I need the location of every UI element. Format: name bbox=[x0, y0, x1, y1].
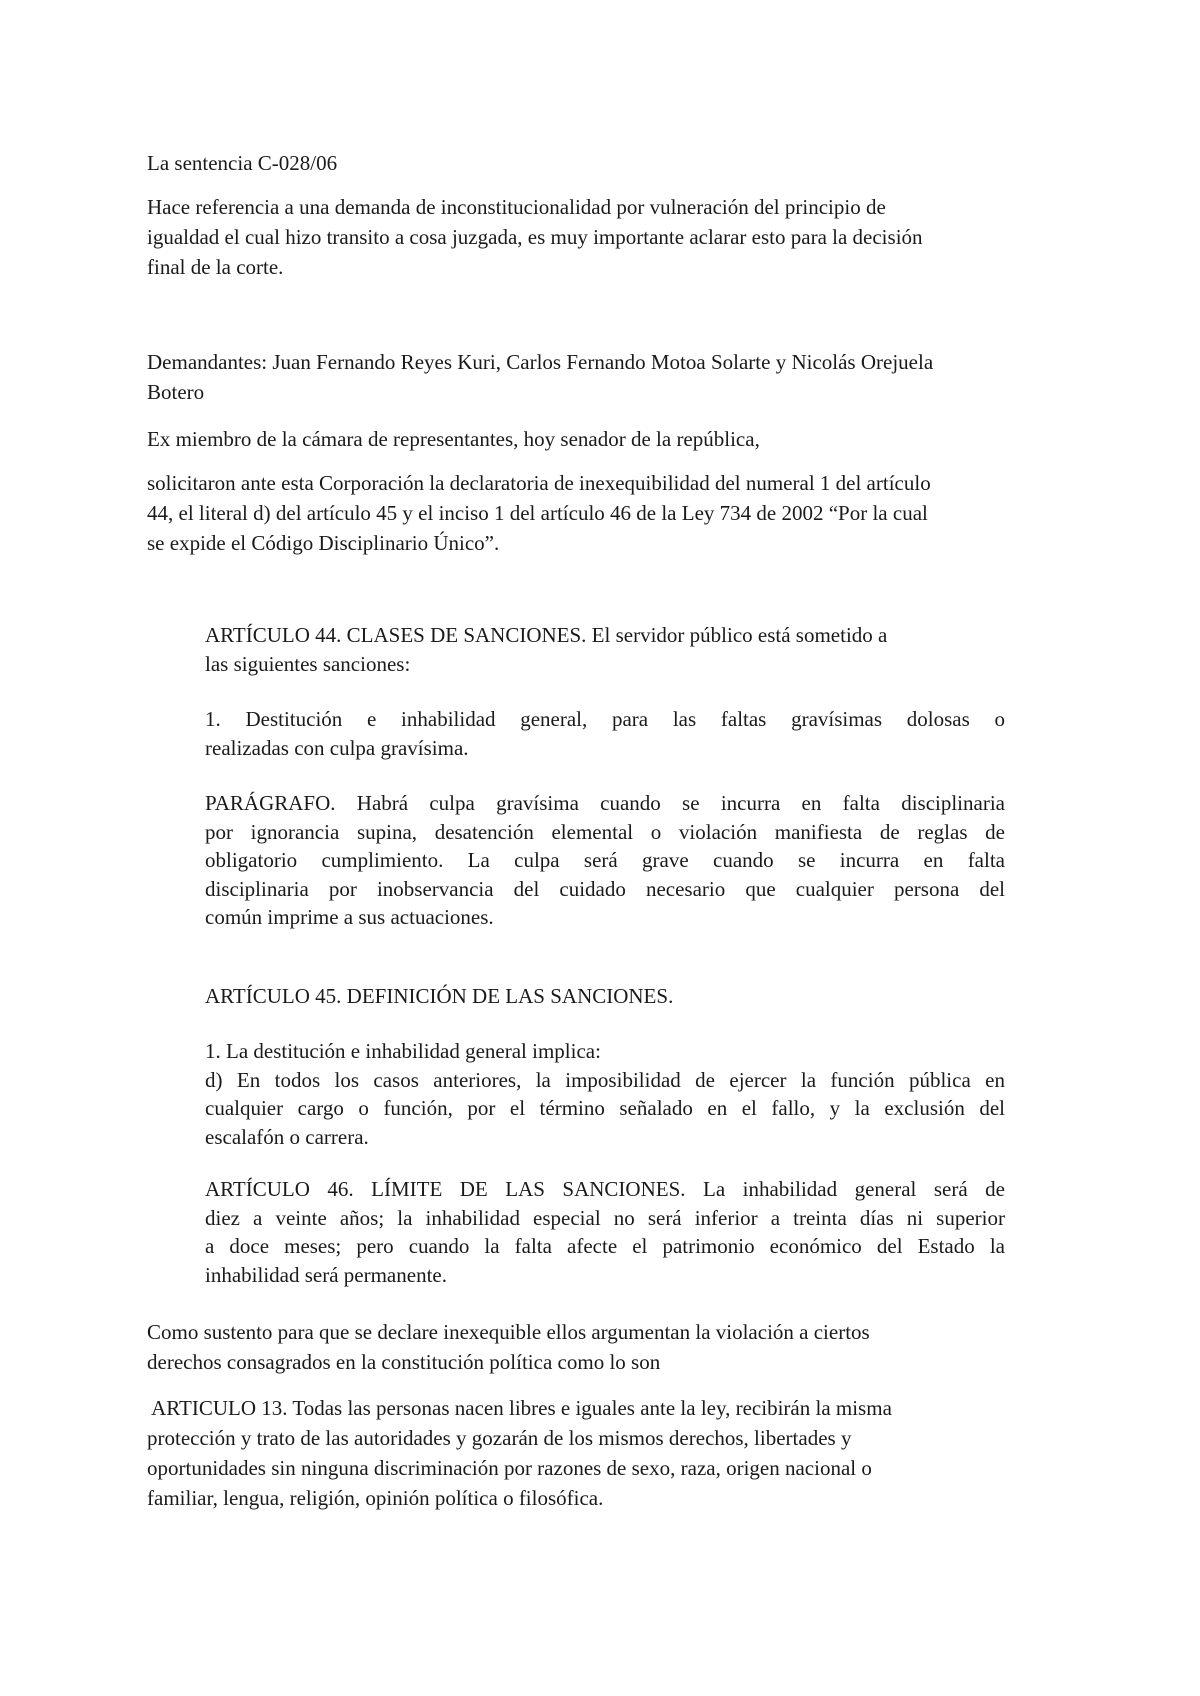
text-line: 1. Destitución e inhabilidad general, para las faltas gravísimas dolosas o bbox=[205, 707, 1005, 731]
text-line: obligatorio cumplimiento. La culpa será grave cuando se incurra en falta bbox=[205, 848, 1005, 872]
text-line: 1. La destitución e inhabilidad general implica: bbox=[205, 1039, 601, 1063]
article-45-body bbox=[205, 1037, 1005, 1151]
text-line: ARTÍCULO 46. LÍMITE DE LAS SANCIONES. La inhabilidad general será de bbox=[205, 1177, 1005, 1201]
text-line: Ex miembro de la cámara de representantes, hoy senador de la república, bbox=[147, 427, 760, 451]
text-line: inhabilidad será permanente. bbox=[205, 1262, 447, 1287]
article-46-body bbox=[205, 1175, 1005, 1289]
article-44-heading bbox=[205, 621, 887, 678]
text-line: solicitaron ante esta Corporación la declaratoria de inexequibilidad del numeral 1 del artículo bbox=[147, 471, 931, 495]
text-line: a doce meses; pero cuando la falta afecte el patrimonio económico del Estado la bbox=[205, 1234, 1005, 1258]
article-44-paragrafo bbox=[205, 789, 1005, 932]
text-line: PARÁGRAFO. Habrá culpa gravísima cuando se incurra en falta disciplinaria bbox=[205, 791, 1005, 815]
former-member-paragraph bbox=[147, 424, 760, 454]
text-line: ARTÍCULO 45. DEFINICIÓN DE LAS SANCIONES. bbox=[205, 984, 674, 1008]
argument-paragraph bbox=[147, 1317, 870, 1377]
document-title bbox=[147, 148, 337, 178]
request-paragraph bbox=[147, 468, 931, 558]
text-line: por ignorancia supina, desatención elemental o violación manifiesta de reglas de bbox=[205, 819, 1005, 844]
article-45-heading bbox=[205, 982, 673, 1011]
text-line: oportunidades sin ninguna discriminación por razones de sexo, raza, origen nacional o bbox=[147, 1456, 872, 1480]
text-line: derechos consagrados en la constitución política como lo son bbox=[147, 1350, 661, 1374]
text-line: igualdad el cual hizo transito a cosa juzgada, es muy importante aclarar esto para la decisión bbox=[147, 225, 923, 249]
text-line: final de la corte. bbox=[147, 255, 284, 279]
text-line: Botero bbox=[147, 380, 205, 404]
text-line: común imprime a sus actuaciones. bbox=[205, 905, 494, 929]
article-44-item-1 bbox=[205, 705, 1005, 762]
text-line: ARTÍCULO 44. CLASES DE SANCIONES. El servidor público está sometido a bbox=[205, 623, 888, 647]
text-line: 44, el literal d) del artículo 45 y el inciso 1 del artículo 46 de la Ley 734 de 2002 “Por la cual bbox=[147, 501, 928, 525]
intro-paragraph bbox=[147, 192, 923, 282]
text-line: cualquier cargo o función, por el término señalado en el fallo, y la exclusión del bbox=[205, 1096, 1005, 1120]
text-line: protección y trato de las autoridades y gozarán de los mismos derechos, libertades y bbox=[147, 1426, 852, 1450]
text-line: ARTICULO 13. Todas las personas nacen libres e iguales ante la ley, recibirán la misma bbox=[147, 1396, 892, 1420]
text-line: escalafón o carrera. bbox=[205, 1124, 369, 1149]
text-line: se expide el Código Disciplinario Único”. bbox=[147, 531, 500, 555]
text-line: diez a veinte años; la inhabilidad especial no será inferior a treinta días ni superior bbox=[205, 1205, 1005, 1230]
plaintiffs-paragraph bbox=[147, 347, 933, 407]
text-line: Hace referencia a una demanda de inconstitucionalidad por vulneración del principio de bbox=[147, 195, 886, 219]
text-line: familiar, lengua, religión, opinión política o filosófica. bbox=[147, 1486, 604, 1510]
text-line: disciplinaria por inobservancia del cuidado necesario que cualquier persona del bbox=[205, 876, 1005, 901]
text-line: Demandantes: Juan Fernando Reyes Kuri, Carlos Fernando Motoa Solarte y Nicolás Orejuela bbox=[147, 350, 934, 374]
text-line: Como sustento para que se declare inexequible ellos argumentan la violación a ciertos bbox=[147, 1320, 870, 1344]
text-line: realizadas con culpa gravísima. bbox=[205, 735, 469, 760]
article-13-paragraph bbox=[147, 1393, 892, 1513]
text-line: las siguientes sanciones: bbox=[205, 651, 411, 676]
title-line: La sentencia C-028/06 bbox=[147, 151, 338, 175]
text-line: d) En todos los casos anteriores, la imposibilidad de ejercer la función pública en bbox=[205, 1067, 1005, 1092]
